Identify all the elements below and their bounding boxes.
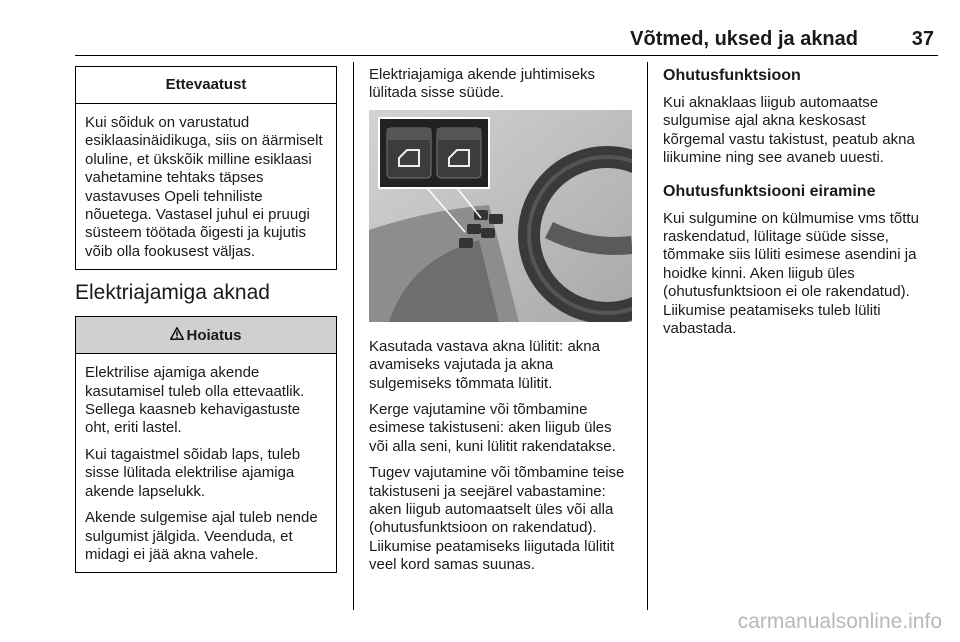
body-text: Kui aknaklaas liigub automaatse sulgumise ajal akna keskosast kõrgemal vastu takistust, peatub akna liikumine ning see avaneb uuesti. xyxy=(663,94,915,167)
window-switch-illustration xyxy=(369,110,632,322)
body-text: Kui sulgumine on külmumise vms tõttu raskendatud, lülitage süüde sisse, tõmmake siis lüliti esimese asendini ja hoidke kinni. Aken liigub üles (ohutusfunktsioon ei ole rakendatud). Liikumise peatamiseks tuleb lüliti vabastada. xyxy=(663,209,919,338)
body-text: Kasutada vastava akna lülitit: akna avamiseks vajutada ja akna sulgemiseks tõmmata lülitit. xyxy=(369,337,600,392)
subheading-override: Ohutusfunktsiooni eiramine xyxy=(663,182,876,200)
warning-box xyxy=(75,316,337,573)
warning-text: Kui tagaistmel sõidab laps, tuleb sisse lülitada elektrilise ajamiga akende lapselukk. xyxy=(85,445,301,500)
warning-triangle-icon xyxy=(170,317,184,353)
body-text: Tugev vajutamine või tõmbamine teise takistuseni ja seejärel vabastamine: aken liigub automaatselt üles või alla (ohutusfunktsioon on rakendatud). Liikumise peatamiseks liigutada lülitit veel kord samas suunas. xyxy=(369,464,625,574)
warning-text: Akende sulgemise ajal tuleb nende sulgumist jälgida. Veenduda, et midagi ei jää akna vahele. xyxy=(85,509,318,563)
column-divider xyxy=(647,62,648,610)
column-middle xyxy=(369,66,632,583)
caution-box xyxy=(75,66,337,270)
subheading-safety-function: Ohutusfunktsioon xyxy=(663,67,801,84)
watermark-text: carmanualsonline.info xyxy=(737,610,942,633)
column-right xyxy=(663,66,925,346)
caution-text: Kui sõiduk on varustatud esiklaasinäidikuga, siis on äärmiselt oluline, et ükskõik milline esiklaasi vahetamine tehtaks täpses vastavuses Opeli tehniliste nõuetega. Vastasel juhul ei pruugi süsteem töötada õigesti ja kujutis võib olla fookusest väljas. xyxy=(85,114,323,260)
warning-heading: Hoiatus xyxy=(186,327,242,345)
section-title: Elektriajamiga aknad xyxy=(75,281,270,305)
caution-heading: Ettevaatust xyxy=(76,67,336,104)
body-text: Kerge vajutamine või tõmbamine esimese takistuseni: aken liigub üles või alla seni, kuni lülitit rakendatakse. xyxy=(369,401,616,455)
chapter-title: Võtmed, uksed ja aknad xyxy=(630,28,858,50)
page-header xyxy=(75,24,938,56)
column-divider xyxy=(353,62,354,610)
column-left xyxy=(75,66,337,573)
page-number: 37 xyxy=(911,28,934,50)
warning-heading-bar xyxy=(76,317,336,354)
warning-text: Elektrilise ajamiga akende kasutamisel tuleb olla ettevaatlik. Sellega kaasneb kehavigastuste oht, eriti lastel. xyxy=(85,364,305,437)
intro-text: Elektriajamiga akende juhtimiseks lülitada sisse süüde. xyxy=(369,66,595,102)
